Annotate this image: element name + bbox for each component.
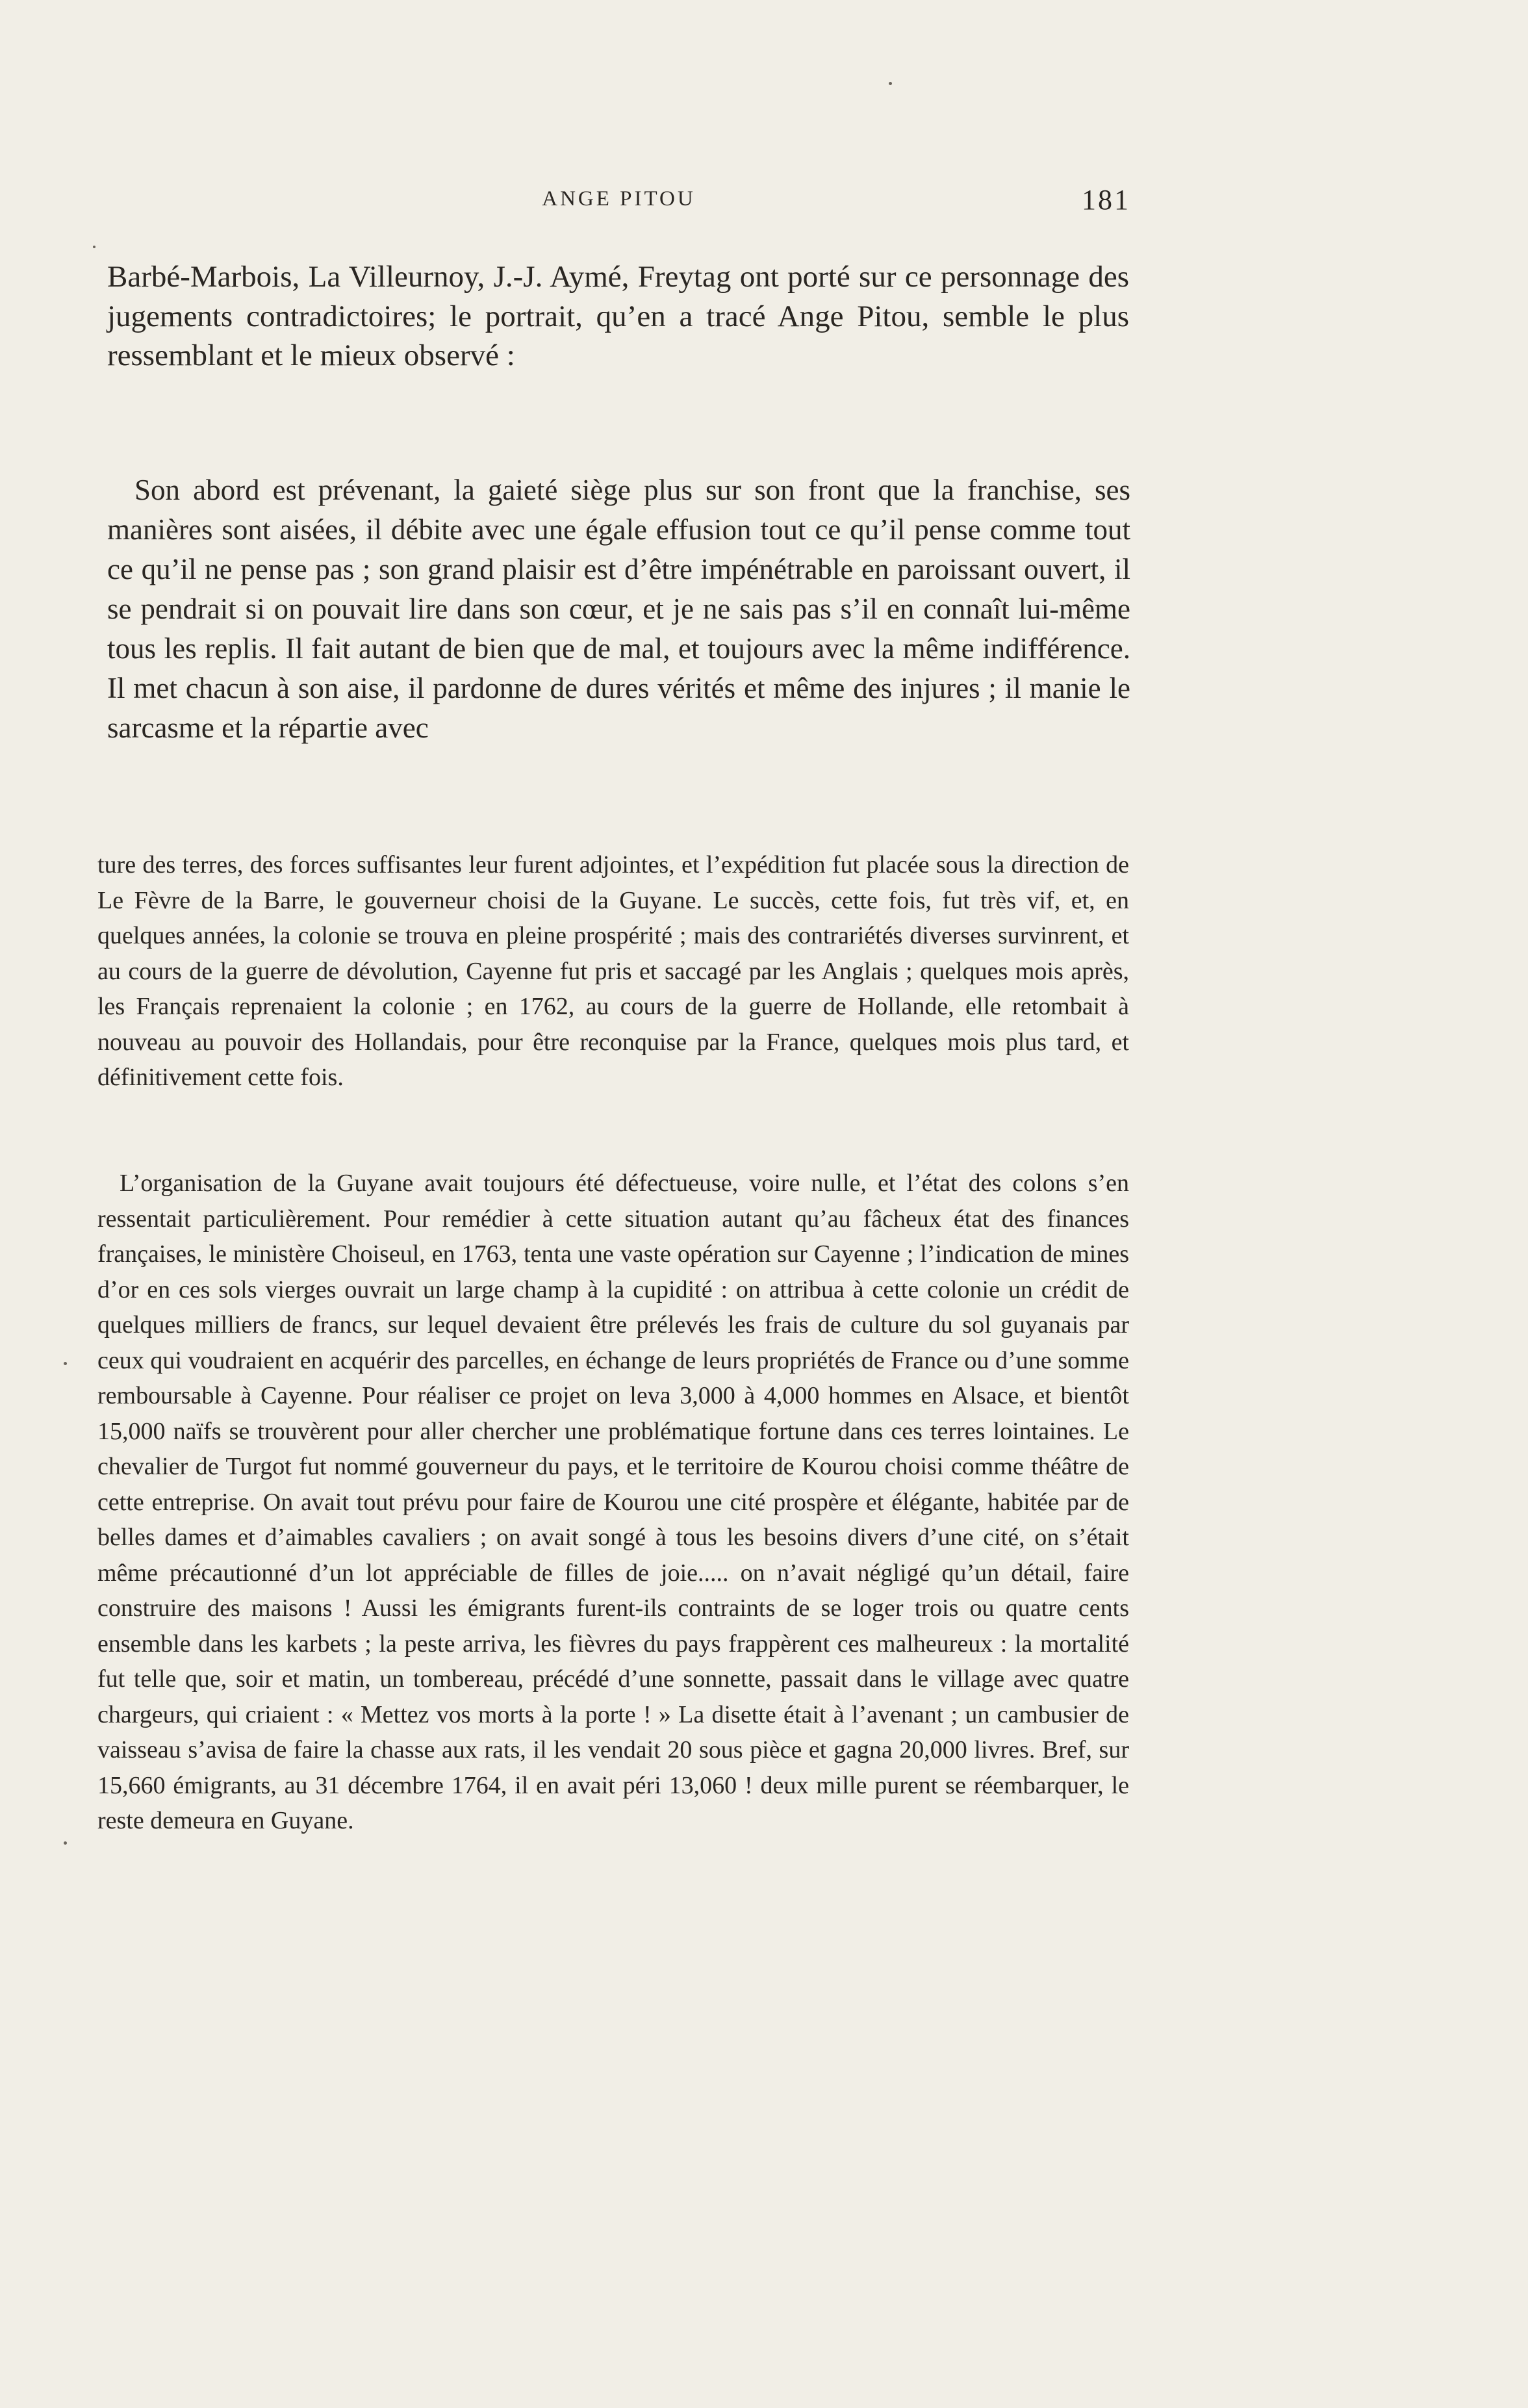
footnote-paragraph: L’organisation de la Guyane avait toujours été défectueuse, voire nulle, et l’état des colons s’en ressentait particulièrement. Pour remédier à cette situation autant qu’au fâcheux état des finances françaises, le ministère Choiseul, en 1763, tenta une vaste opération sur Cayenne ; l’indication de mines d’or en ces sols vierges ouvrait un large champ à la cupidité : on attribua à cette colonie un crédit de quelques milliers de francs, sur lequel devaient être prélevés les frais de culture du sol guyanais par ceux qui voudraient en acquérir des parcelles, en échange de leurs propriétés de France ou d’une somme remboursable à Cayenne. Pour réaliser ce projet on leva 3,000 à 4,000 hommes en Alsace, et bientôt 15,000 naïfs se trouvèrent pour aller chercher une problématique fortune dans ces terres lointaines. Le chevalier de Turgot fut nommé gouverneur du pays, et le territoire de Kourou choisi comme théâtre de cette entreprise. On avait tout prévu pour faire de Kourou une cité prospère et élégante, habitée par de belles dames et d’aimables cavaliers ; on avait songé à tous les besoins divers d’une cité, on s’était même précautionné d’un lot appréciable de filles de joie..... on n’avait négligé qu’un détail, faire construire des maisons ! Aussi les émigrants furent-ils contraints de se loger trois ou quatre cents ensemble dans les karbets ; la peste arriva, les fièvres du pays frappèrent ces malheureux : la mortalité fut telle que, soir et matin, un tombereau, précédé d’une sonnette, passait dans le village avec quatre chargeurs, qui criaient : « Mettez vos morts à la porte ! » La disette était à l’avenant ; un cambusier de vaisseau s’avisa de faire la chasse aux rats, il les vendait 20 sous pièce et gagna 20,000 livres. Bref, sur 15,660 émigrants, au 31 décembre 1764, il en avait péri 13,060 ! deux mille purent se réembarquer, le reste demeura en Guyane.	[97, 1170, 1129, 1834]
paper-speck	[64, 1841, 67, 1845]
footnote-continuation: ture des terres, des forces suffisantes leur furent adjointes, et l’expédition fut placée sous la direction de Le Fèvre de la Barre, le gouverneur choisi de la Guyane. Le succès, cette fois, fut très vif, et, en quelques années, la colonie se trouva en pleine prospérité ; mais des contrariétés diverses survinrent, et au cours de la guerre de dévolution, Cayenne fut pris et saccagé par les Anglais ; quelques mois après, les Français reprenaient la colonie ; en 1762, au cours de la guerre de Hollande, elle retombait à nouveau au pouvoir des Hollandais, pour être reconquise par la France, quelques mois plus tard, et définitivement cette fois.	[97, 851, 1129, 1091]
page-header	[107, 183, 1130, 222]
quoted-portrait-paragraph: Son abord est prévenant, la gaieté siège plus sur son front que la franchise, ses manières sont aisées, il débite avec une égale effusion tout ce qu’il pense comme tout ce qu’il ne pense pas ; son grand plaisir est d’être impénétrable en paroissant ouvert, il se pendrait si on pouvait lire dans son cœur, et je ne sais pas s’il en connaît lui-même tous les replis. Il fait autant de bien que de mal, et toujours avec la même indifférence. Il met chacun à son aise, il pardonne de dures vérités et même des injures ; il manie le sarcasme et la répartie avec	[107, 474, 1130, 744]
paper-speck	[889, 82, 892, 85]
body-paragraph-intro: Barbé-Marbois, La Villeurnoy, J.-J. Aymé, Freytag ont porté sur ce personnage des jugements contradictoires; le portrait, qu’en a tracé Ange Pitou, semble le plus ressemblant et le mieux observé :	[107, 260, 1129, 372]
paper-speck	[93, 246, 96, 248]
running-title: ANGE PITOU	[542, 187, 696, 211]
paper-speck	[64, 1362, 67, 1365]
page-number: 181	[1082, 184, 1130, 216]
